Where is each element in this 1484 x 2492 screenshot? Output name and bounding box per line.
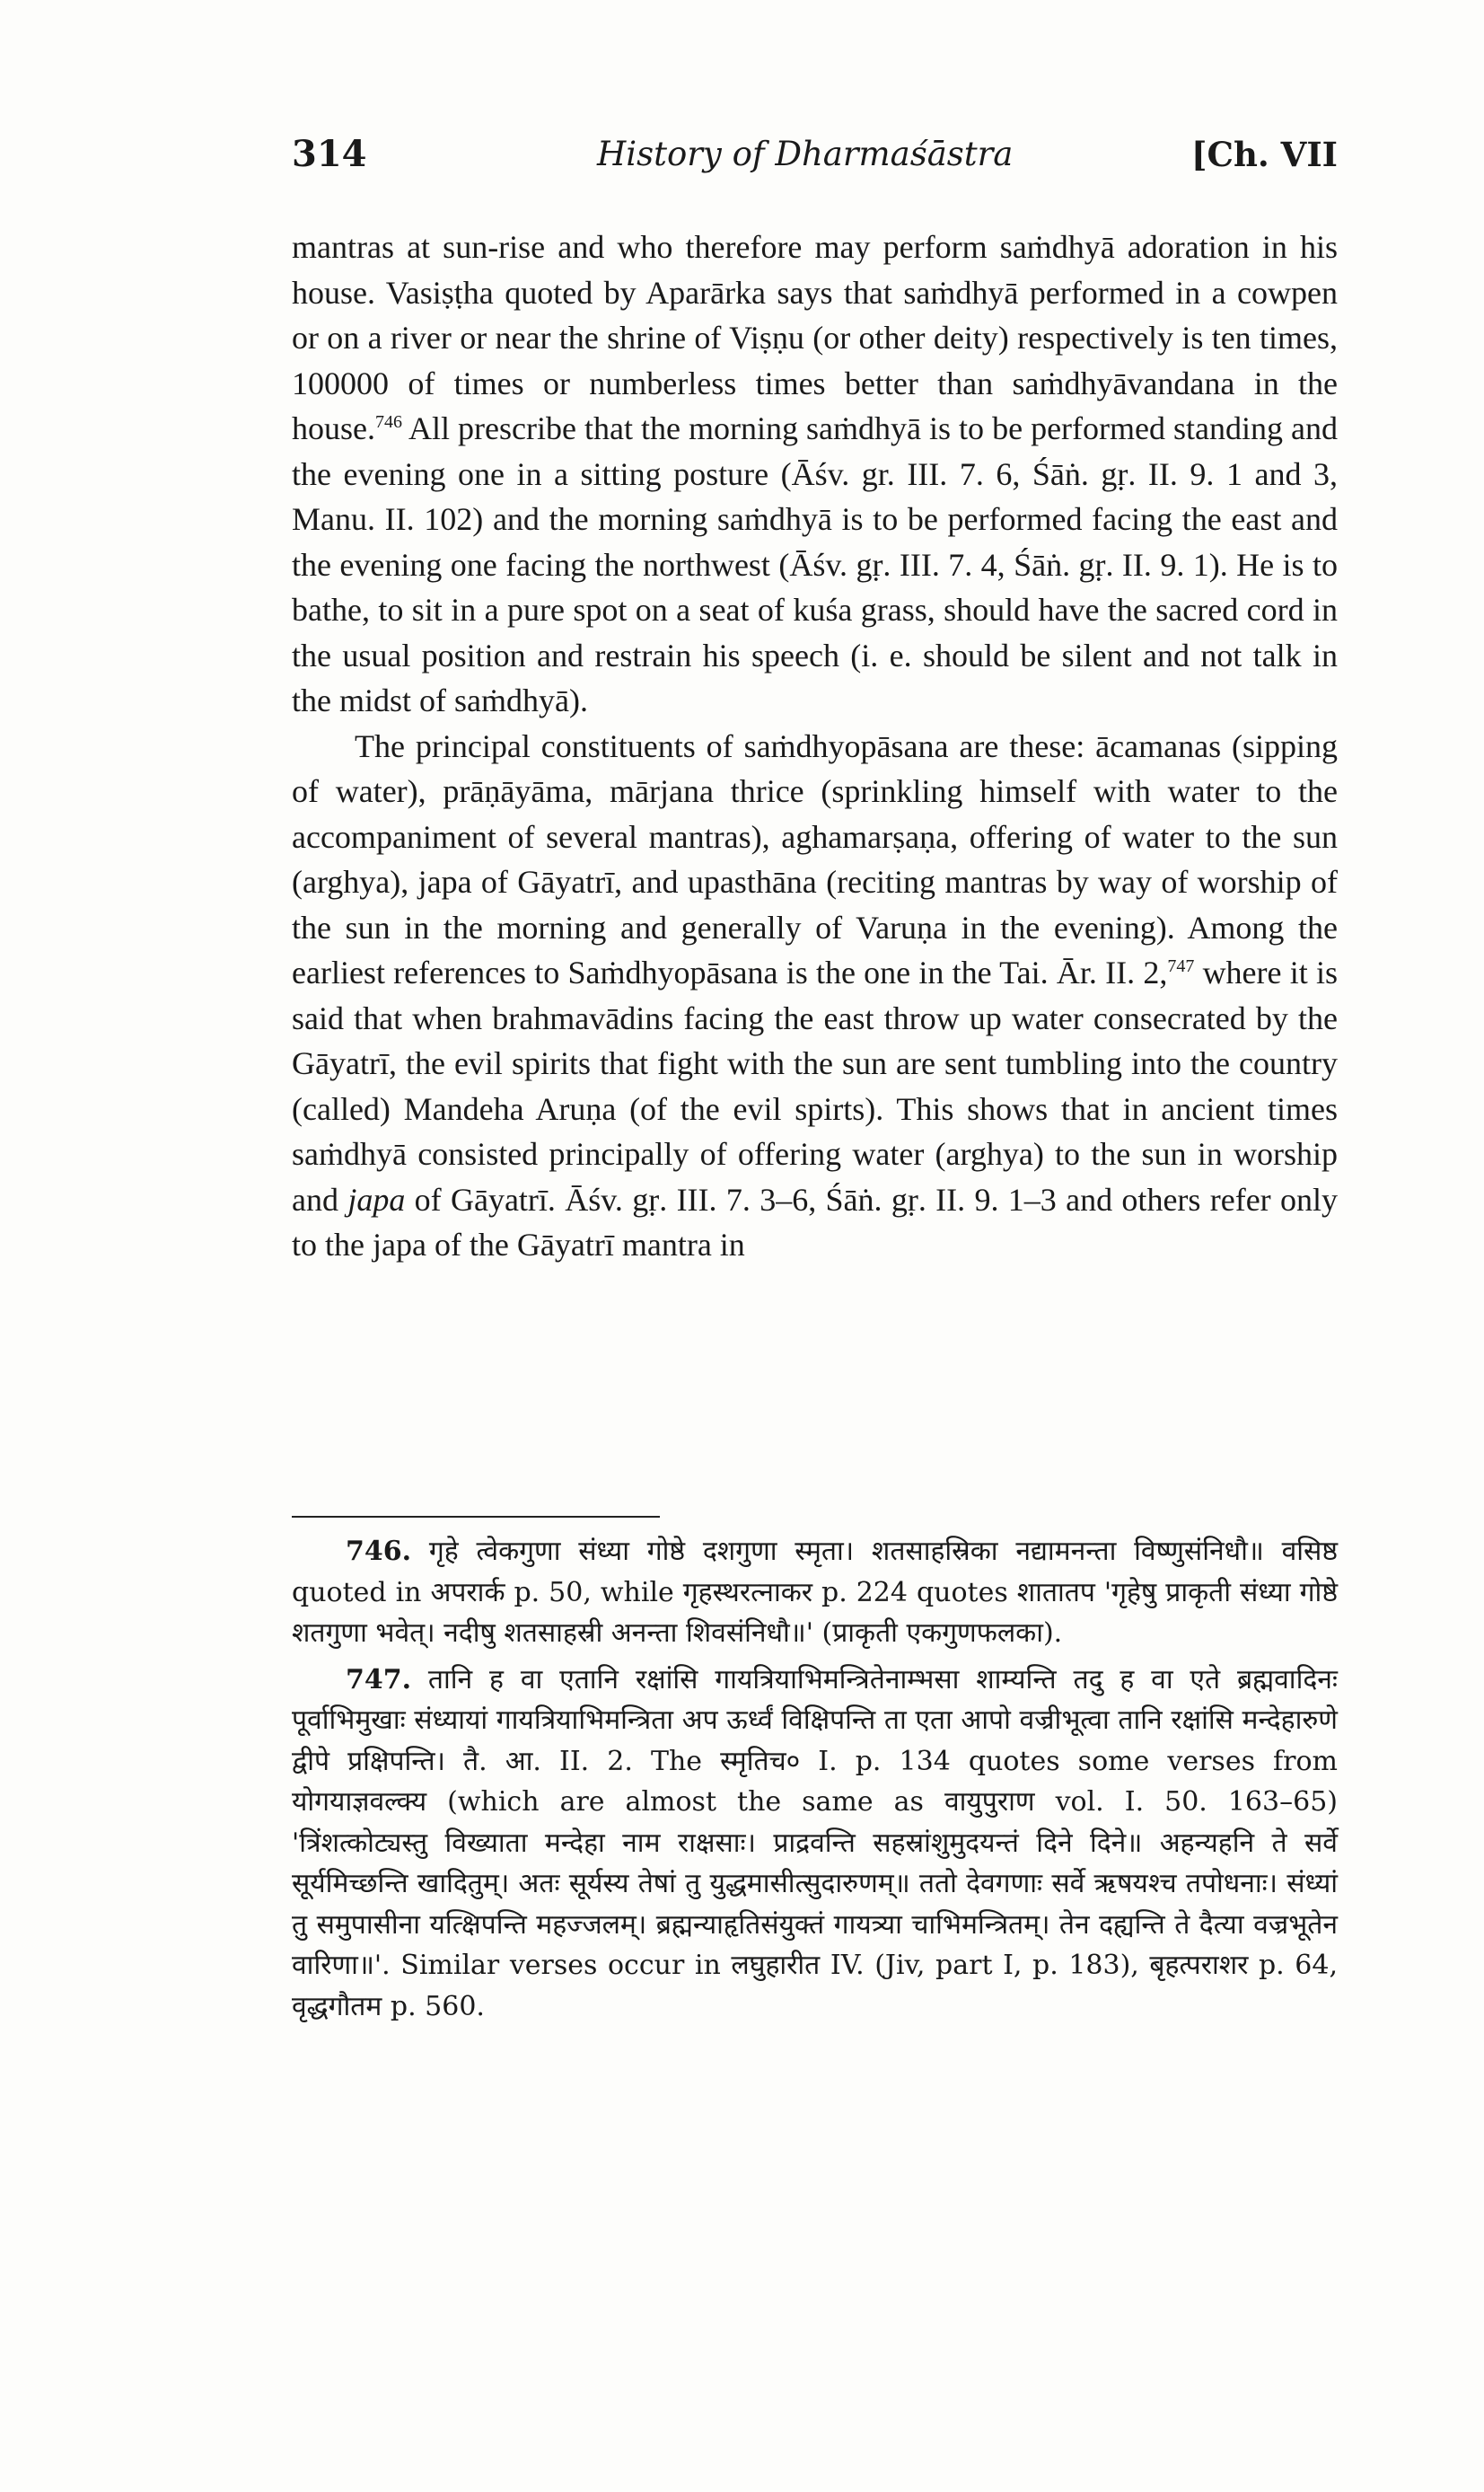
body-text [292,225,1338,1268]
footnotes [292,1531,1338,2032]
footnote-746 [292,1531,1338,1654]
running-title: History of Dharmaśāstra [597,135,1014,173]
paragraph-2-continued: where it is said that when brahmavādins facing the east throw up water consecrated by the Gāyatrī, the evil spirits that fight with the sun are sent tumbling into the country (called) Mandeha Aruṇa (of the evil spirts). This shows that in ancient times saṁdhyā consisted principally of offering water (arghya) to the sun in worship and [292,955,1338,1218]
footnote-text: गृहे त्वेकगुणा संध्या गोष्ठे दशगुणा स्मृता। शतसाहस्रिका नद्यामनन्ता विष्णुसंनिधौ॥ वसिष्ठ quoted in अपरार्क p. 50, while गृहस्थरत्नाकर p. 224 quotes शातातप 'गृहेषु प्राकृती संध्या गोष्ठे शतगुणा भवेत्। नदीषु शतसाहस्री अनन्ता शिवसंनिधौ॥' (प्राकृती एकगुणफलका). [292,1536,1338,1649]
paragraph-2-italic-term: japa [347,1181,406,1218]
footnote-number: 746. [346,1536,412,1567]
paragraph-2-end: of Gāyatrī. Āśv. gṛ. III. 7. 3–6, Śāṅ. gṛ. II. 9. 1–3 and others refer only to the japa of the Gāyatrī mantra in [292,1181,1338,1263]
paragraph-1-continued: All prescribe that the morning saṁdhyā is to be performed standing and the evening one in a sitting posture (Āśv. gr. III. 7. 6, Śāṅ. gṛ. II. 9. 1 and 3, Manu. II. 102) and the morning saṁdhyā is to be performed facing the east and the evening one facing the northwest (Āśv. gṛ. III. 7. 4, Śāṅ. gṛ. II. 9. 1). He is to bathe, to sit in a pure spot on a seat of kuśa grass, should have the sacred cord in the usual position and restrain his speech (i. e. should be silent and not talk in the midst of saṁdhyā). [292,410,1338,718]
paragraph-1-text: mantras at sun-rise and who therefore may perform saṁdhyā adoration in his house. Vasiṣṭha quoted by Aparārka says that saṁdhyā performed in a cowpen or on a river or near the shrine of Viṣṇu (or other deity) respectively is ten times, 100000 of times or numberless times better than saṁdhyāvandana in the house. [292,229,1338,446]
page-number: 314 [292,133,367,175]
paragraph-2 [292,724,1338,1268]
chapter-label: [Ch. VII [1191,135,1338,174]
page-header [292,133,1338,187]
footnote-ref-747: 747 [1167,956,1195,976]
paragraph-2-text: The principal constituents of saṁdhyopāsana are these: ācamanas (sipping of water), prāṇāyāma, mārjana thrice (sprinkling himself with water to the accompaniment of several mantras), aghamarṣaṇa, offering of water to the sun (arghya), japa of Gāyatrī, and upasthāna (reciting mantras by way of worship of the sun in the morning and generally of Varuṇa in the evening). Among the earliest references to Saṁdhyopāsana is the one in the Tai. Ār. II. 2, [292,727,1338,991]
footnote-divider [292,1516,660,1518]
footnote-747 [292,1660,1338,2028]
footnote-text: तानि ह वा एतानि रक्षांसि गायत्रियाभिमन्त्रितेनाम्भसा शाम्यन्ति तदु ह वा एते ब्रह्मवादिनः पूर्वाभिमुखाः संध्यायां गायत्रियाभिमन्त्रिता अप ऊर्ध्वं विक्षिपन्ति ता एता आपो वज्रीभूत्वा तानि रक्षांसि मन्देहारुणे द्वीपे प्रक्षिपन्ति। तै. आ. II. 2. The स्मृतिच० I. p. 134 quotes some verses from योगयाज्ञवल्क्य (which are almost the same as वायुपुराण vol. I. 50. 163–65) 'त्रिंशत्कोट्यस्तु विख्याता मन्देहा नाम राक्षसाः। प्राद्रवन्ति सहस्रांशुमुदयन्तं दिने दिने॥ अहन्यहनि ते सर्वे सूर्यमिच्छन्ति खादितुम्। अतः सूर्यस्य तेषां तु युद्धमासीत्सुदारुणम्॥ ततो देवगणाः सर्वे ऋषयश्च तपोधनाः। संध्यां तु समुपासीना यत्क्षिपन्ति महज्जलम्। ब्रह्मन्याहृतिसंयुक्तं गायत्र्या चाभिमन्त्रितम्। तेन दह्यन्ति ते दैत्या वज्रभूतेन वारिणा॥'. Similar verses occur in लघुहारीत IV. (Jiv, part I, p. 183), बृहत्पराशर p. 64, वृद्धगौतम p. 560. [292,1663,1338,2022]
paragraph-1 [292,225,1338,724]
footnote-number: 747. [346,1663,412,1695]
footnote-ref-746: 746 [375,412,402,432]
